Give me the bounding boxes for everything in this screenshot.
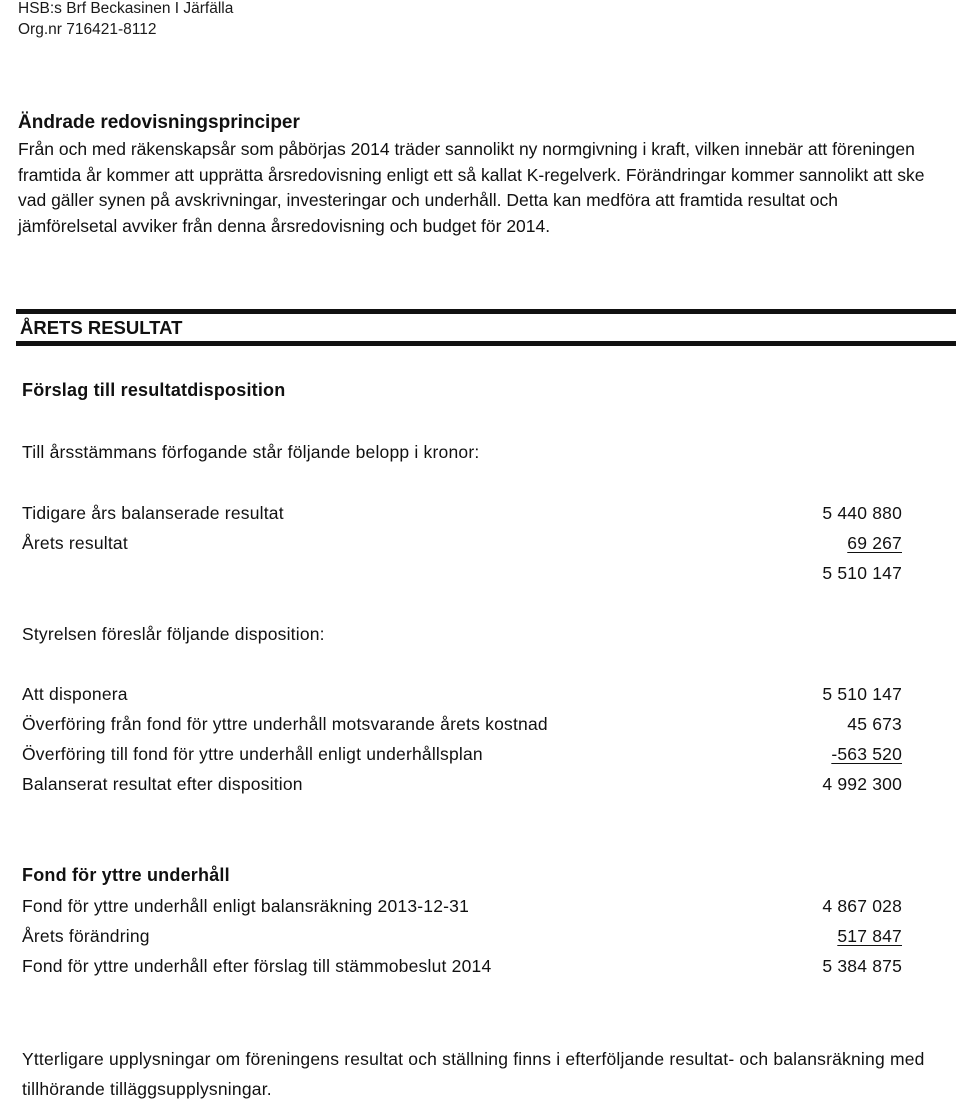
proposal-intro: Till årsstämmans förfogande står följande belopp i kronor: xyxy=(22,442,480,462)
available-label: Tidigare års balanserade resultat xyxy=(22,503,284,523)
disposition-amount: 5 510 147 xyxy=(822,684,902,704)
available-total-amount: 5 510 147 xyxy=(822,563,902,583)
disposition-label: Överföring från fond för yttre underhåll motsvarande årets kostnad xyxy=(22,714,548,734)
section-bottom-rule xyxy=(16,341,956,346)
available-amount: 5 440 880 xyxy=(822,503,902,523)
fund-row-label: Årets förändring xyxy=(22,926,150,946)
section-top-rule xyxy=(16,309,956,314)
section-title: ÅRETS RESULTAT xyxy=(20,317,183,338)
disposition-label: Att disponera xyxy=(22,684,128,704)
footer-note: Ytterligare upplysningar om föreningens resultat och ställning finns i efterföljande resultat- och balansräkning med tillhörande tilläggsupplysningar. xyxy=(22,1049,925,1099)
disposition-label: Överföring till fond för yttre underhåll enligt underhållsplan xyxy=(22,744,483,764)
proposal-heading: Förslag till resultatdisposition xyxy=(22,380,286,400)
available-amount: 69 267 xyxy=(847,533,902,553)
organization-name: HSB:s Brf Beckasinen I Järfälla xyxy=(18,0,234,17)
disposition-amount: 4 992 300 xyxy=(822,774,902,794)
fund-row-amount: 5 384 875 xyxy=(822,956,902,976)
organization-number: Org.nr 716421-8112 xyxy=(18,21,157,38)
fund-row-amount: 517 847 xyxy=(837,926,902,946)
fund-row-label: Fond för yttre underhåll efter förslag till stämmobeslut 2014 xyxy=(22,956,492,976)
disposition-amount: -563 520 xyxy=(831,744,902,764)
fund-row-label: Fond för yttre underhåll enligt balansräkning 2013-12-31 xyxy=(22,896,470,916)
available-label: Årets resultat xyxy=(22,533,128,553)
disposition-label: Balanserat resultat efter disposition xyxy=(22,774,303,794)
principles-heading: Ändrade redovisningsprinciper xyxy=(18,112,300,133)
disposition-amount: 45 673 xyxy=(847,714,902,734)
fund-heading: Fond för yttre underhåll xyxy=(22,865,230,885)
board-proposal-text: Styrelsen föreslår följande disposition: xyxy=(22,624,325,644)
fund-row-amount: 4 867 028 xyxy=(822,896,902,916)
principles-text: Från och med räkenskapsår som påbörjas 2014 träder sannolikt ny normgivning i kraft, vilken innebär att föreningen framtida år kommer att upprätta årsredovisning enligt ett så kallat K-regelverk. Förändringar kommer sannolikt att ske vad gäller synen på avskrivningar, investeringar och underhåll. Detta kan medföra att framtida resultat och jämförelsetal avviker från denna årsredovisning och budget för 2014. xyxy=(18,139,925,236)
principles-paragraph xyxy=(18,137,928,239)
